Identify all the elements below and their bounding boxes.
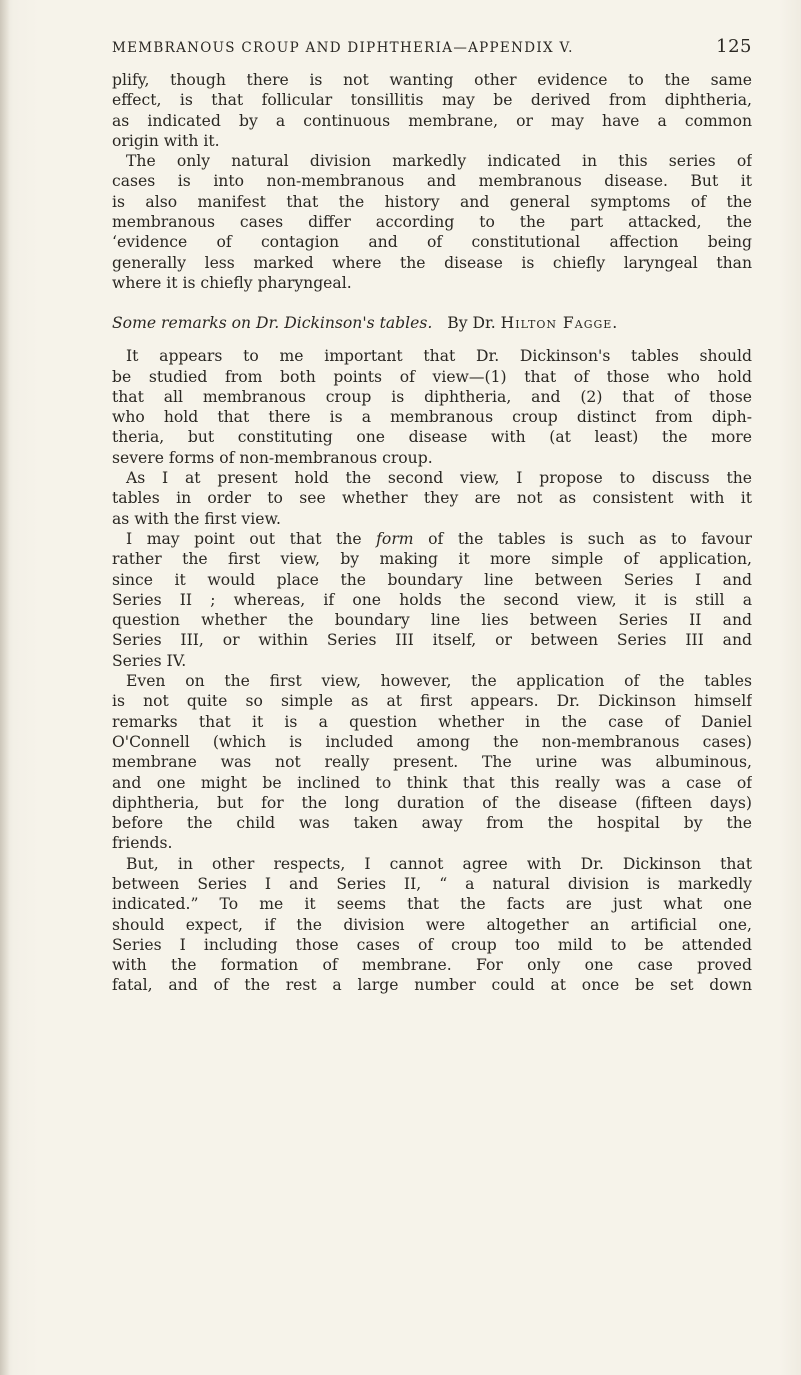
text-line: generally less marked where the disease is chiefly laryngeal than	[112, 253, 752, 272]
text-line: where it is chiefly pharyngeal.	[112, 273, 352, 292]
text-line: Series IV.	[112, 651, 187, 670]
text-line: friends.	[112, 834, 173, 853]
text-line: be studied from both points of view—(1) that of those who hold	[112, 367, 752, 386]
text-line: is not quite so simple as at first appears. Dr. Dickinson himself	[112, 692, 752, 711]
paragraph-7	[112, 854, 752, 996]
text-line: should expect, if the division were altogether an artificial one,	[112, 915, 752, 934]
text-line: rather the first view, by making it more simple of application,	[112, 550, 752, 569]
text-fragment: I may point out that the	[126, 529, 362, 548]
text-line: cases is into non-membranous and membranous disease. But it	[112, 172, 752, 191]
running-head	[112, 36, 752, 57]
text-line: But, in other respects, I cannot agree with Dr. Dickinson that	[126, 854, 752, 873]
text-line: between Series I and Series II, “ a natural division is markedly	[112, 874, 752, 893]
text-line: ‘evidence of contagion and of constitutional affection being	[112, 233, 752, 252]
text-line: is also manifest that the history and general symptoms of the	[112, 192, 752, 211]
section-heading-author: Hilton Fagge.	[500, 314, 619, 333]
text-line: question whether the boundary line lies between Series II and	[112, 611, 752, 630]
emphasis-form: form	[376, 529, 414, 548]
text-line: As I at present hold the second view, I propose to discuss the	[126, 469, 752, 488]
text-line: indicated.” To me it seems that the facts are just what one	[112, 895, 752, 914]
text-line: Series II ; whereas, if one holds the second view, it is still a	[112, 590, 752, 609]
text-line: severe forms of non-membranous croup.	[112, 448, 433, 467]
text-fragment: of the tables is such as to favour	[428, 529, 752, 548]
running-title: MEMBRANOUS CROUP AND DIPHTHERIA—APPENDIX V.	[112, 40, 574, 56]
text-line: It appears to me important that Dr. Dickinson's tables should	[126, 347, 752, 366]
text-line: as with the first view.	[112, 509, 281, 528]
text-line: since it would place the boundary line between Series I and	[112, 570, 752, 589]
section-heading	[112, 313, 752, 335]
binding-shadow	[0, 0, 10, 1375]
text-line: membrane was not really present. The urine was albuminous,	[112, 753, 752, 772]
paragraph-3	[112, 346, 752, 468]
text-line	[112, 529, 752, 549]
text-line: fatal, and of the rest a large number could at once be set down	[112, 976, 752, 995]
paragraph-1	[112, 70, 752, 151]
paragraph-6	[112, 671, 752, 854]
text-line: tables in order to see whether they are not as consistent with it	[112, 489, 752, 508]
paragraph-4	[112, 468, 752, 529]
text-line: before the child was taken away from the hospital by the	[112, 814, 752, 833]
body-text	[112, 70, 752, 996]
text-line: remarks that it is a question whether in the case of Daniel	[112, 712, 752, 731]
text-line: who hold that there is a membranous croup distinct from diph-	[112, 408, 752, 427]
text-line: O'Connell (which is included among the non-membranous cases)	[112, 732, 752, 751]
text-line: that all membranous croup is diphtheria, and (2) that of those	[112, 387, 752, 406]
text-line: origin with it.	[112, 131, 220, 150]
text-line: Series I including those cases of croup too mild to be attended	[112, 935, 752, 954]
text-line: with the formation of membrane. For only one case proved	[112, 956, 752, 975]
text-line: theria, but constituting one disease with (at least) the more	[112, 428, 752, 447]
section-heading-title: Some remarks on Dr. Dickinson's tables.	[112, 314, 433, 333]
text-line: as indicated by a continuous membrane, or may have a common	[112, 111, 752, 130]
text-line: The only natural division markedly indicated in this series of	[126, 152, 752, 171]
text-line: Series III, or within Series III itself, or between Series III and	[112, 631, 752, 650]
text-line: membranous cases differ according to the part attacked, the	[112, 213, 752, 232]
text-line: plify, though there is not wanting other evidence to the same	[112, 71, 752, 89]
text-line: effect, is that follicular tonsillitis may be derived from diphtheria,	[112, 91, 752, 110]
page-number: 125	[716, 36, 752, 57]
text-line: Even on the first view, however, the application of the tables	[126, 672, 752, 691]
text-line: diphtheria, but for the long duration of the disease (fifteen days)	[112, 793, 752, 812]
section-heading-byline: By Dr.	[447, 314, 496, 333]
text-line: and one might be inclined to think that this really was a case of	[112, 773, 752, 792]
paragraph-5	[112, 529, 752, 671]
paragraph-2	[112, 151, 752, 293]
